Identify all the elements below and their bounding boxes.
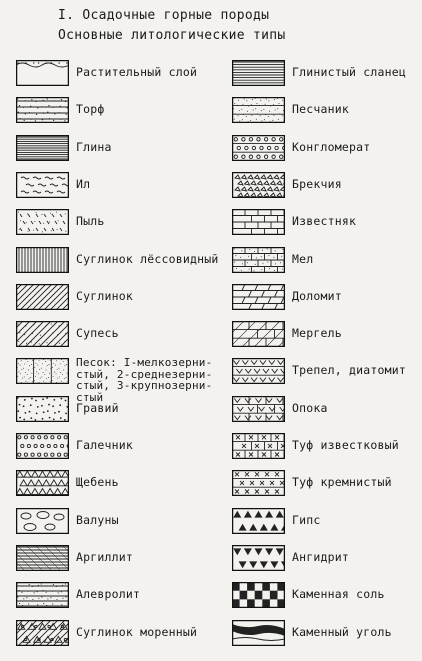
legend-label: Ил bbox=[76, 176, 91, 191]
legend-label: Валуны bbox=[76, 512, 119, 527]
legend-label: Гравий bbox=[76, 400, 119, 415]
legend-label: Супесь bbox=[76, 326, 119, 341]
sandstone-pattern-icon bbox=[232, 97, 285, 123]
boulders-pattern-icon bbox=[16, 508, 69, 534]
legend-label: Глина bbox=[76, 139, 112, 154]
silt-mud-pattern-icon bbox=[16, 172, 69, 198]
legend-label: Доломит bbox=[292, 288, 342, 303]
legend-label: Конгломерат bbox=[292, 139, 371, 154]
legend-label: Аргиллит bbox=[76, 549, 133, 564]
soil-pattern-icon bbox=[16, 60, 69, 86]
dolomite-pattern-icon bbox=[232, 284, 285, 310]
legend-label: Гипс bbox=[292, 512, 321, 527]
sand-pattern-icon bbox=[16, 358, 69, 384]
breccia-pattern-icon bbox=[232, 172, 285, 198]
argillite-pattern-icon bbox=[16, 545, 69, 571]
clay-pattern-icon bbox=[16, 135, 69, 161]
legend-label: Каменный уголь bbox=[292, 624, 392, 639]
pebble-pattern-icon bbox=[16, 433, 69, 459]
anhydrite-pattern-icon bbox=[232, 545, 285, 571]
dust-pattern-icon bbox=[16, 209, 69, 235]
legend-label: Туф кремнистый bbox=[292, 475, 392, 490]
conglomerate-pattern-icon bbox=[232, 135, 285, 161]
section-title: I. Осадочные горные породы bbox=[58, 8, 270, 23]
legend-label: Трепел, диатомит bbox=[292, 363, 406, 378]
legend-label: Известняк bbox=[292, 214, 357, 229]
sandy-loam-pattern-icon bbox=[16, 321, 69, 347]
legend-label: Торф bbox=[76, 102, 105, 117]
chalk-pattern-icon bbox=[232, 247, 285, 273]
legend-label: Брекчия bbox=[292, 176, 342, 191]
limestone-pattern-icon bbox=[232, 209, 285, 235]
loess-loam-pattern-icon bbox=[16, 247, 69, 273]
legend-label: Пыль bbox=[76, 214, 105, 229]
legend-label: Суглинок bbox=[76, 288, 133, 303]
marl-pattern-icon bbox=[232, 321, 285, 347]
legend-label: Мел bbox=[292, 251, 314, 266]
section-subtitle: Основные литологические типы bbox=[58, 28, 286, 43]
legend-label: Песок: I-мелкозерни- стый, 2-среднезерни- стый, 3-крупнозерни- стый bbox=[76, 356, 213, 404]
siltstone-pattern-icon bbox=[16, 582, 69, 608]
gravel-pattern-icon bbox=[16, 396, 69, 422]
coal-pattern-icon bbox=[232, 620, 285, 646]
legend-label: Ангидрит bbox=[292, 549, 349, 564]
moraine-loam-pattern-icon bbox=[16, 620, 69, 646]
legend-label: Мергель bbox=[292, 326, 342, 341]
rock-salt-pattern-icon bbox=[232, 582, 285, 608]
legend-label: Опока bbox=[292, 400, 328, 415]
legend-label: Галечник bbox=[76, 438, 133, 452]
legend-label: Суглинок лёссовидный bbox=[76, 251, 219, 266]
rubble-pattern-icon bbox=[16, 470, 69, 496]
legend-label: Суглинок моренный bbox=[76, 624, 198, 639]
loam-pattern-icon bbox=[16, 284, 69, 310]
opoka-pattern-icon bbox=[232, 396, 285, 422]
legend-label: Алевролит bbox=[76, 587, 141, 602]
legend-label: Щебень bbox=[76, 475, 119, 490]
shale-pattern-icon bbox=[232, 60, 285, 86]
legend-label: Туф известковый bbox=[292, 438, 399, 452]
peat-pattern-icon bbox=[16, 97, 69, 123]
legend-label: Песчаник bbox=[292, 102, 349, 117]
tripoli-diatomite-pattern-icon bbox=[232, 358, 285, 384]
calcareous-tuff-pattern-icon bbox=[232, 433, 285, 459]
legend-label: Растительный слой bbox=[76, 65, 198, 79]
legend-label: Каменная соль bbox=[292, 587, 385, 602]
legend-label: Глинистый сланец bbox=[292, 65, 406, 79]
gypsum-pattern-icon bbox=[232, 508, 285, 534]
siliceous-tuff-pattern-icon bbox=[232, 470, 285, 496]
